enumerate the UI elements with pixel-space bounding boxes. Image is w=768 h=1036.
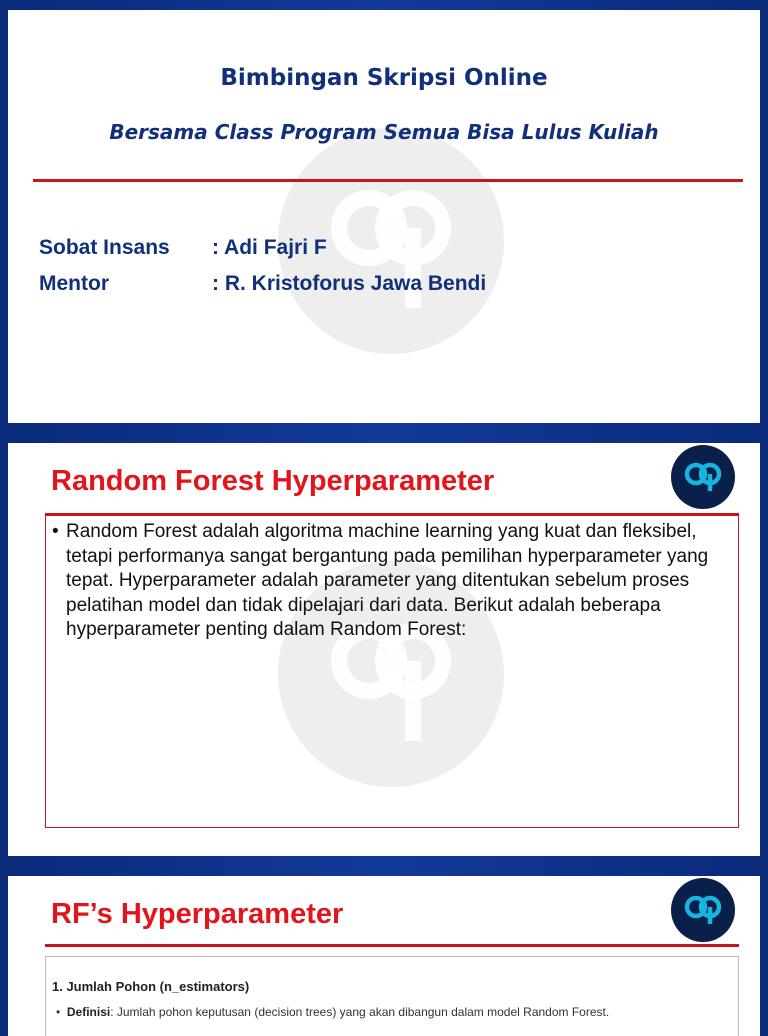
slide-title: RF’s Hyperparameter: [51, 898, 344, 930]
term-label: Definisi: [66, 1005, 111, 1019]
content-box: [45, 516, 739, 828]
slide-title: Random Forest Hyperparameter: [51, 465, 495, 497]
term-definition: : Jumlah pohon keputusan (decision trees) yang akan dibangun dalam model Random Forest.: [110, 1005, 610, 1019]
section-heading: 1. Jumlah Pohon (n_estimators): [52, 979, 250, 994]
list-marker: •: [56, 1005, 61, 1019]
content-slide-rf-hyperparameter: [8, 876, 760, 1036]
divider: [33, 179, 743, 182]
slide-heading: Bimbingan Skripsi Online: [220, 65, 548, 91]
slide-subheading: Bersama Class Program Semua Bisa Lulus Kuliah: [109, 120, 659, 144]
cp-logo-icon: [671, 878, 735, 942]
info-value: : Adi Fajri F: [212, 236, 327, 259]
bullet-marker: •: [52, 521, 59, 542]
bullet-item: [52, 520, 732, 643]
info-label: Sobat Insans: [39, 236, 170, 259]
bullet-text: Random Forest adalah algoritma machine learning yang kuat dan fleksibel, tetapi performanya sangat bergantung pada pemilihan hyperparameter yang tepat. Hyperparameter adalah parameter yang ditentukan sebelum proses pelatihan model dan tidak dipelajari dari data. Berikut adalah beberapa hyperparameter penting dalam Random Forest:: [66, 521, 709, 640]
info-row-mentor: [39, 272, 486, 296]
cp-logo-icon: [671, 445, 735, 509]
info-value: : R. Kristoforus Jawa Bendi: [212, 272, 487, 295]
info-row-student: [39, 236, 327, 260]
content-slide-random-forest: [8, 443, 760, 856]
embedded-document-image: [45, 956, 739, 1036]
title-divider: [45, 944, 739, 947]
list-item: [56, 1005, 609, 1019]
info-label: Mentor: [39, 272, 109, 295]
title-slide: [8, 10, 760, 423]
